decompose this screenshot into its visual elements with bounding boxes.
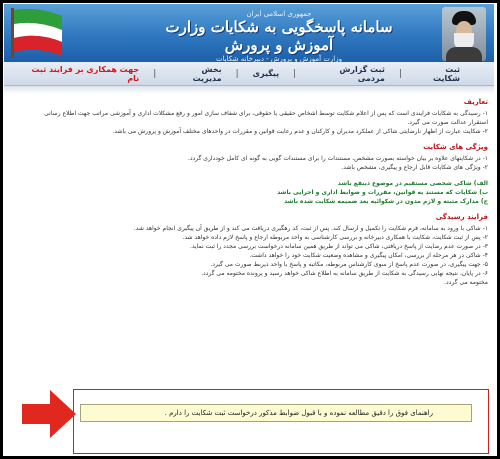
- nav-item-admin[interactable]: بخش مدیریت: [192, 64, 222, 83]
- nav-separator: |: [293, 68, 297, 79]
- site-subtitle: وزارت آموزش و پرورش - دبیرخانه شکایات: [215, 55, 343, 62]
- nav-item-follow-up[interactable]: پیگیری: [252, 69, 280, 78]
- site-title: سامانه پاسخگویی به شکایات وزارت آموزش و پرورش: [165, 18, 393, 54]
- nav-item-registration-help[interactable]: جهت همکاری بر فرایند ثبت نام: [31, 64, 140, 83]
- section-line: استقرار عدالت صورت می گیرد.: [407, 119, 488, 126]
- nav-item-register-complaint[interactable]: ثبت شکایت: [433, 64, 460, 83]
- section-line: ۲- ویژگی های شکایات قابل ارجاع و پیگیری، مشخص باشد.: [341, 164, 488, 171]
- agreement-text: راهنمای فوق را دقیق مطالعه نموده و با قبول ضوابط مذکور درخواست ثبت شکایت را دارم .: [164, 409, 433, 417]
- section-line: مختومه می گردد.: [444, 279, 488, 286]
- nav-separator: |: [398, 68, 402, 79]
- section-line: ۳- در صورت عدم رضایت از پاسخ دریافتی، شاکی می تواند از طریق همین سامانه درخواست بررسی مجدد را ثبت نماید.: [189, 243, 488, 250]
- section-line: ۲- شکایت عبارت از اظهار نارضایتی شاکی از عملکرد مدیران و کارکنان و عدم رعایت قوانین و مقررات در واحدهای مختلف آموزش و پرورش می باشد.: [112, 128, 488, 135]
- section-line: ۲- پس از ثبت شکایت، شکایت با همکاری دبیرخانه و بررسی کارشناسی به واحد مربوطه ارجاع و پاسخ لازم داده خواهد شد.: [182, 234, 488, 241]
- section-line: ۱- شاکی با ورود به سامانه، فرم شکایت را تکمیل و ارسال کند. پس از ثبت، کد رهگیری دریافت می کند و از طریق آن پیگیری انجام خواهد شد.: [133, 225, 488, 232]
- condition-line: ج) مدارک مثبته و لازم مدون در شکوائیه بعد ضمیمه شکایت شده باشد: [284, 198, 488, 205]
- section-line: ۱- رسیدگی به شکایات فرایندی است که پس از اعلام شکایت توسط اشخاص حقیقی یا حقوقی، برای شفاف سازی امور و رفع مشکلات اداری و آموزشی مراتب جهت اطلاع رسانی: [44, 110, 488, 117]
- condition-line: الف) شاکی شخصی مستقیم در موضوع ذینفع باشد: [337, 180, 488, 187]
- section-line: ۴- شاکی در هر مرحله از بررسی، امکان پیگیری و مشاهده وضعیت شکایت خود را خواهد داشت.: [249, 252, 488, 259]
- nav-separator: |: [235, 68, 239, 79]
- nav-item-public-report[interactable]: ثبت گزارش مردمی: [339, 64, 385, 83]
- section-line: ۶- در پایان، نتیجه نهایی رسیدگی به شکایت از طریق سامانه به اطلاع شاکی خواهد رسید و پرونده مختومه می گردد.: [201, 270, 488, 277]
- section-line: ۵- جهت پیگیری، در صورت عدم پاسخ از سوی کارشناس مربوطه، مکاتبه و پاسخ با واحد ذیربط صورت می گیرد.: [210, 261, 488, 268]
- section-line: ۱- در شکایتهای علاوه بر بیان خواسته بصورت مشخص، مستندات را برای مستندات گویی به گونه ای کامل خودداری گردد.: [187, 155, 488, 162]
- section-heading: تعاریف: [463, 98, 488, 106]
- section-heading: ویژگی های شکایت: [423, 143, 488, 151]
- header-small-text: جمهوری اسلامی ایران: [246, 10, 312, 18]
- nav-separator: |: [153, 68, 157, 79]
- section-heading: فرایند رسیدگی: [435, 213, 488, 221]
- condition-line: ب) شکایات که مستند به قوانین، مقررات و ضوابط اداری و اجرایی باشد: [277, 189, 488, 196]
